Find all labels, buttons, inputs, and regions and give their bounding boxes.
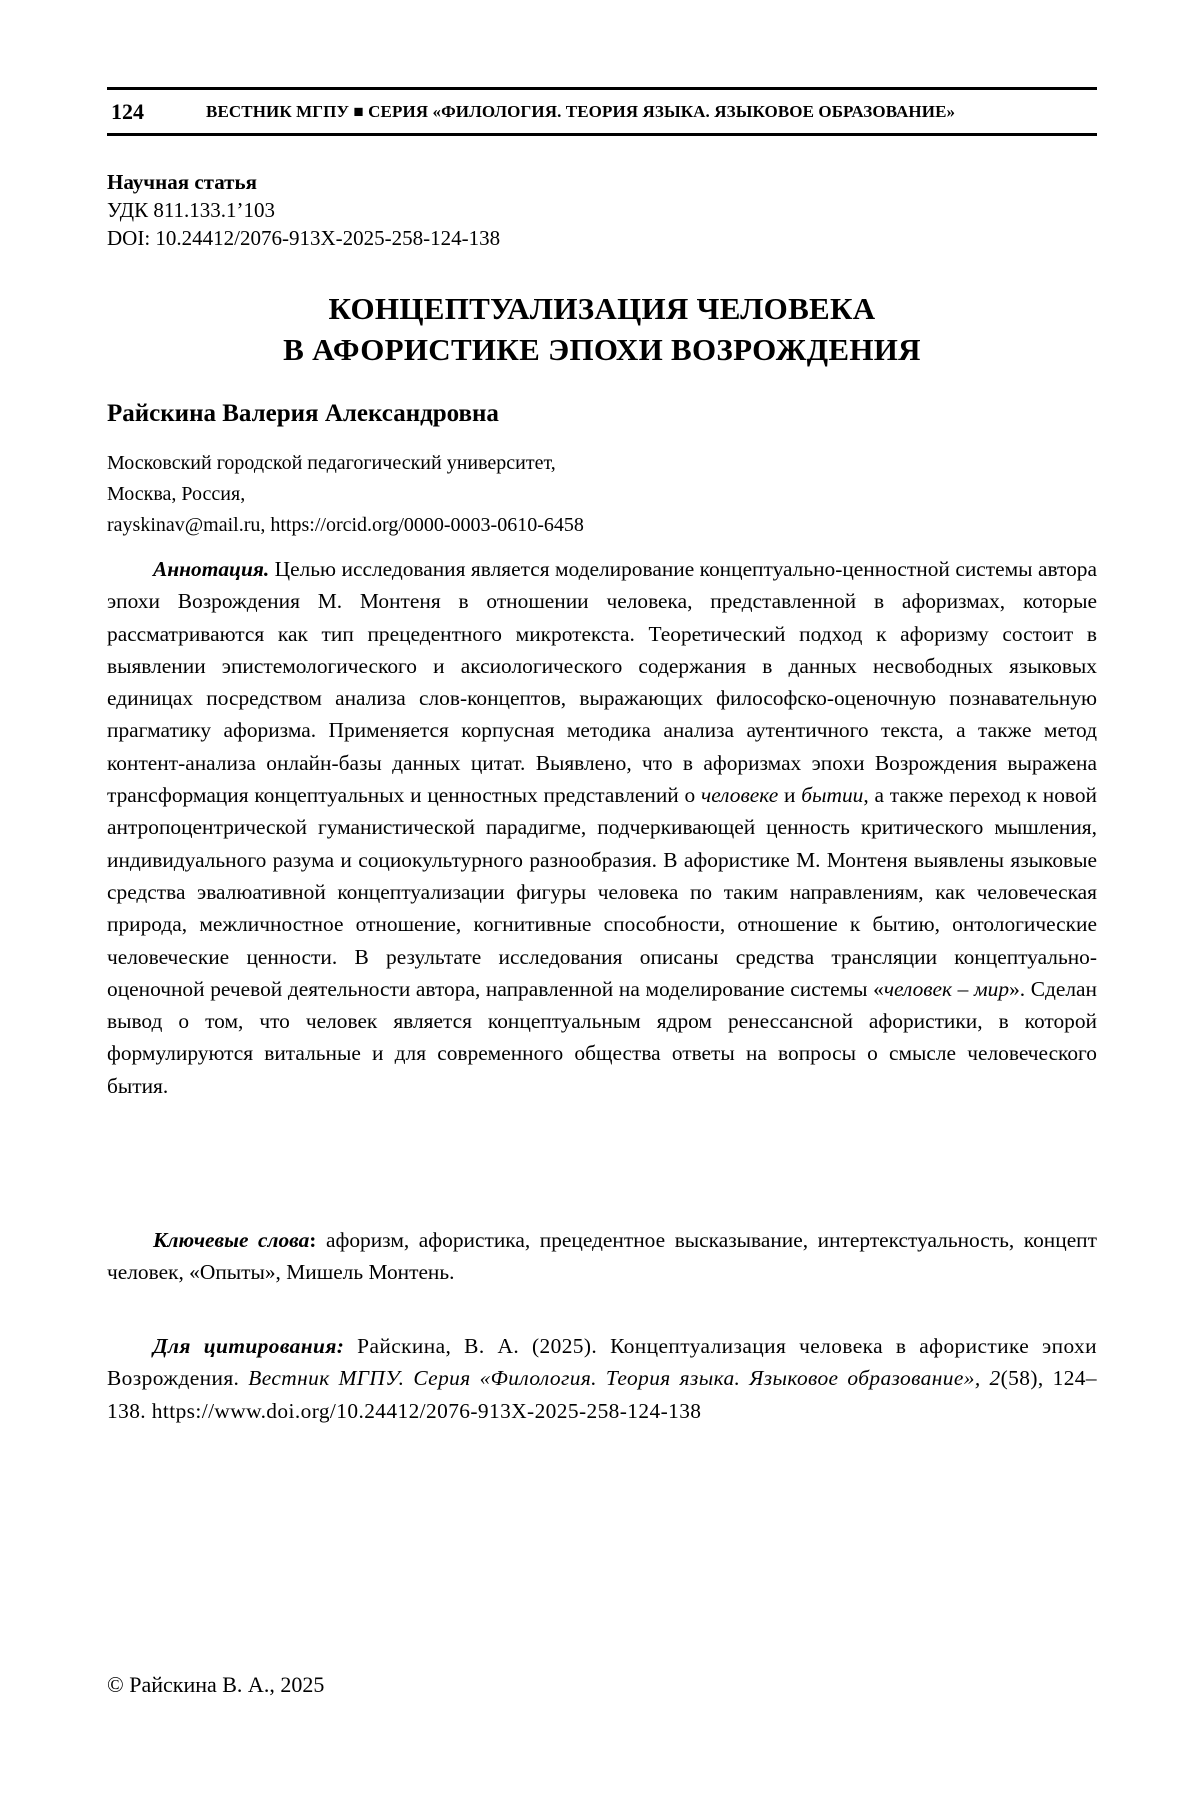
journal-title: ВЕСТНИК МГПУ ■ СЕРИЯ «ФИЛОЛОГИЯ. ТЕОРИЯ ЯЗЫКА. ЯЗЫКОВОЕ ОБРАЗОВАНИЕ» — [206, 102, 955, 122]
abstract-text-4: ». Сделан вывод о том, что человек является концептуальным ядром ренессансной афористики, в которой формулируются витальные и для современного общества ответы на вопросы о смысле человеческого бытия. — [107, 977, 1097, 1098]
udk-code: УДК 811.133.1’103 — [107, 196, 500, 224]
article-meta — [107, 168, 500, 252]
abstract-label: Аннотация. — [153, 557, 269, 581]
keywords-label: Ключевые слова — [153, 1228, 309, 1252]
title-line-1: КОНЦЕПТУАЛИЗАЦИЯ ЧЕЛОВЕКА — [107, 288, 1097, 329]
affiliation-location: Москва, Россия, — [107, 479, 584, 510]
article-type: Научная статья — [107, 168, 500, 196]
article-page — [107, 0, 1097, 1800]
title-line-2: В АФОРИСТИКЕ ЭПОХИ ВОЗРОЖДЕНИЯ — [107, 329, 1097, 370]
abstract — [107, 553, 1097, 1102]
doi[interactable]: DOI: 10.24412/2076-913X-2025-258-124-138 — [107, 224, 500, 252]
citation-label: Для цитирования: — [153, 1334, 344, 1358]
citation-em-1: Вестник МГПУ. Серия «Филология. Теория языка. Языковое образование», 2 — [248, 1366, 1000, 1390]
page-number: 124 — [107, 99, 206, 125]
citation-text-2: (58), 124–138. https://www.doi.org/10.24412/2076-913X-2025-258-124-138 — [107, 1366, 1097, 1422]
affiliation-institution: Московский городской педагогический университет, — [107, 448, 584, 479]
author-contacts[interactable]: rayskinav@mail.ru, https://orcid.org/0000-0003-0610-6458 — [107, 510, 584, 541]
copyright: © Райскина В. А., 2025 — [107, 1672, 324, 1698]
abstract-em-2: бытии — [801, 783, 863, 807]
keywords — [107, 1224, 1097, 1289]
running-header — [107, 87, 1097, 136]
abstract-text-2: и — [778, 783, 801, 807]
citation-text-1: Райскина, В. А. (2025). Концептуализация человека в афористике эпохи Возрождения. — [107, 1334, 1097, 1390]
author-name: Райскина Валерия Александровна — [107, 400, 499, 428]
article-title — [107, 288, 1097, 370]
keywords-colon: : — [309, 1228, 316, 1252]
abstract-em-3: человек – мир — [884, 977, 1009, 1001]
keywords-text: афоризм, афористика, прецедентное высказывание, интертекстуальность, концепт человек, «Опыты», Мишель Монтень. — [107, 1228, 1097, 1284]
citation — [107, 1330, 1097, 1427]
abstract-text-3: , а также переход к новой антропоцентрической гуманистической парадигме, подчеркивающей ценность критического мышления, индивидуального разума и социокультурного разнообразия. В афористике М. Монтеня выявлены языковые средства эвалюативной концептуализации фигуры человека по таким направлениям, как человеческая природа, межличностное отношение, когнитивные способности, отношение к бытию, онтологические человеческие ценности. В результате исследования описаны средства трансляции концептуально-оценочной речевой деятельности автора, направленной на моделирование системы « — [107, 783, 1097, 1001]
author-affiliation — [107, 448, 584, 541]
abstract-text-1: Целью исследования является моделирование концептуально-ценностной системы автора эпохи Возрождения М. Монтеня в отношении человека, представленной в афоризмах, которые рассматриваются как тип прецедентного микротекста. Теоретический подход к афоризму состоит в выявлении эпистемологического и аксиологического содержания в данных несвободных языковых единицах посредством анализа слов-концептов, выражающих философско-оценочную познавательную прагматику афоризма. Применяется корпусная методика анализа аутентичного текста, а также метод контент-анализа онлайн-базы данных цитат. Выявлено, что в афоризмах эпохи Возрождения выражена трансформация концептуальных и ценностных представлений о — [107, 557, 1097, 807]
abstract-em-1: человеке — [701, 783, 778, 807]
